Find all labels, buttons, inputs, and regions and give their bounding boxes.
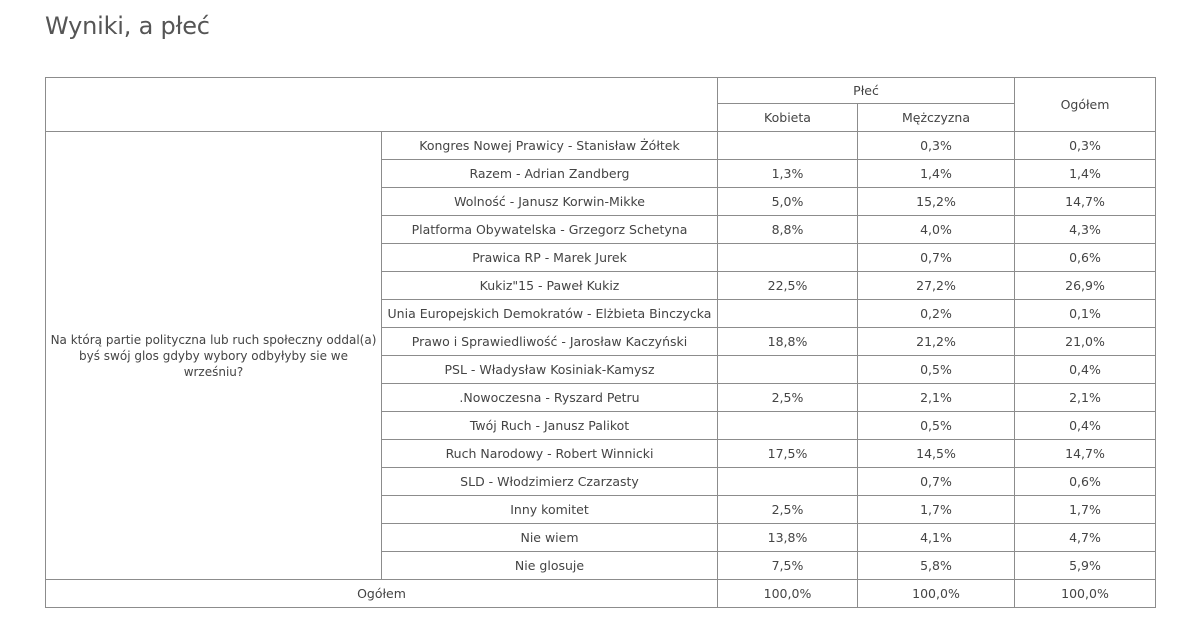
table-row (46, 132, 1156, 160)
header-empty-cell (46, 78, 718, 132)
totals-total: 100,0% (1015, 580, 1156, 608)
women-cell (718, 468, 858, 496)
party-cell: Platforma Obywatelska - Grzegorz Schetyna (382, 216, 718, 244)
party-cell: Twój Ruch - Janusz Palikot (382, 412, 718, 440)
question-cell: Na którą partie polityczna lub ruch społeczny oddal(a) byś swój glos gdyby wybory odbyłyby sie we wrześniu? (46, 132, 382, 580)
women-cell (718, 244, 858, 272)
party-cell: Kongres Nowej Prawicy - Stanisław Żółtek (382, 132, 718, 160)
men-cell: 2,1% (858, 384, 1015, 412)
total-cell: 1,7% (1015, 496, 1156, 524)
women-cell: 2,5% (718, 496, 858, 524)
men-cell: 0,5% (858, 356, 1015, 384)
total-cell: 4,7% (1015, 524, 1156, 552)
total-cell: 0,6% (1015, 468, 1156, 496)
party-cell: Razem - Adrian Zandberg (382, 160, 718, 188)
women-cell (718, 356, 858, 384)
total-cell: 14,7% (1015, 188, 1156, 216)
party-cell: SLD - Włodzimierz Czarzasty (382, 468, 718, 496)
total-cell: 26,9% (1015, 272, 1156, 300)
party-cell: Inny komitet (382, 496, 718, 524)
header-women: Kobieta (718, 104, 858, 132)
total-cell: 0,4% (1015, 356, 1156, 384)
header-total: Ogółem (1015, 78, 1156, 132)
women-cell: 8,8% (718, 216, 858, 244)
party-cell: Ruch Narodowy - Robert Winnicki (382, 440, 718, 468)
page-title: Wyniki, a płeć (45, 12, 210, 40)
men-cell: 1,4% (858, 160, 1015, 188)
women-cell (718, 132, 858, 160)
men-cell: 4,0% (858, 216, 1015, 244)
men-cell: 15,2% (858, 188, 1015, 216)
party-cell: Nie glosuje (382, 552, 718, 580)
men-cell: 21,2% (858, 328, 1015, 356)
women-cell: 18,8% (718, 328, 858, 356)
totals-row (46, 580, 1156, 608)
total-cell: 4,3% (1015, 216, 1156, 244)
party-cell: Kukiz"15 - Paweł Kukiz (382, 272, 718, 300)
party-cell: Nie wiem (382, 524, 718, 552)
party-cell: Prawo i Sprawiedliwość - Jarosław Kaczyński (382, 328, 718, 356)
men-cell: 4,1% (858, 524, 1015, 552)
men-cell: 1,7% (858, 496, 1015, 524)
total-cell: 5,9% (1015, 552, 1156, 580)
totals-women: 100,0% (718, 580, 858, 608)
party-cell: .Nowoczesna - Ryszard Petru (382, 384, 718, 412)
total-cell: 2,1% (1015, 384, 1156, 412)
total-cell: 0,6% (1015, 244, 1156, 272)
total-cell: 1,4% (1015, 160, 1156, 188)
total-cell: 14,7% (1015, 440, 1156, 468)
women-cell: 1,3% (718, 160, 858, 188)
women-cell: 2,5% (718, 384, 858, 412)
women-cell: 7,5% (718, 552, 858, 580)
totals-label: Ogółem (46, 580, 718, 608)
header-men: Mężczyzna (858, 104, 1015, 132)
totals-men: 100,0% (858, 580, 1015, 608)
women-cell (718, 412, 858, 440)
results-table (45, 77, 1156, 608)
men-cell: 0,2% (858, 300, 1015, 328)
women-cell (718, 300, 858, 328)
women-cell: 22,5% (718, 272, 858, 300)
men-cell: 0,7% (858, 244, 1015, 272)
men-cell: 0,3% (858, 132, 1015, 160)
total-cell: 21,0% (1015, 328, 1156, 356)
women-cell: 5,0% (718, 188, 858, 216)
men-cell: 0,7% (858, 468, 1015, 496)
total-cell: 0,4% (1015, 412, 1156, 440)
men-cell: 5,8% (858, 552, 1015, 580)
men-cell: 14,5% (858, 440, 1015, 468)
women-cell: 13,8% (718, 524, 858, 552)
men-cell: 27,2% (858, 272, 1015, 300)
party-cell: Wolność - Janusz Korwin-Mikke (382, 188, 718, 216)
party-cell: Unia Europejskich Demokratów - Elżbieta Binczycka (382, 300, 718, 328)
total-cell: 0,1% (1015, 300, 1156, 328)
party-cell: PSL - Władysław Kosiniak-Kamysz (382, 356, 718, 384)
results-body (46, 132, 1156, 580)
men-cell: 0,5% (858, 412, 1015, 440)
header-gender-group: Płeć (718, 78, 1015, 104)
women-cell: 17,5% (718, 440, 858, 468)
total-cell: 0,3% (1015, 132, 1156, 160)
party-cell: Prawica RP - Marek Jurek (382, 244, 718, 272)
